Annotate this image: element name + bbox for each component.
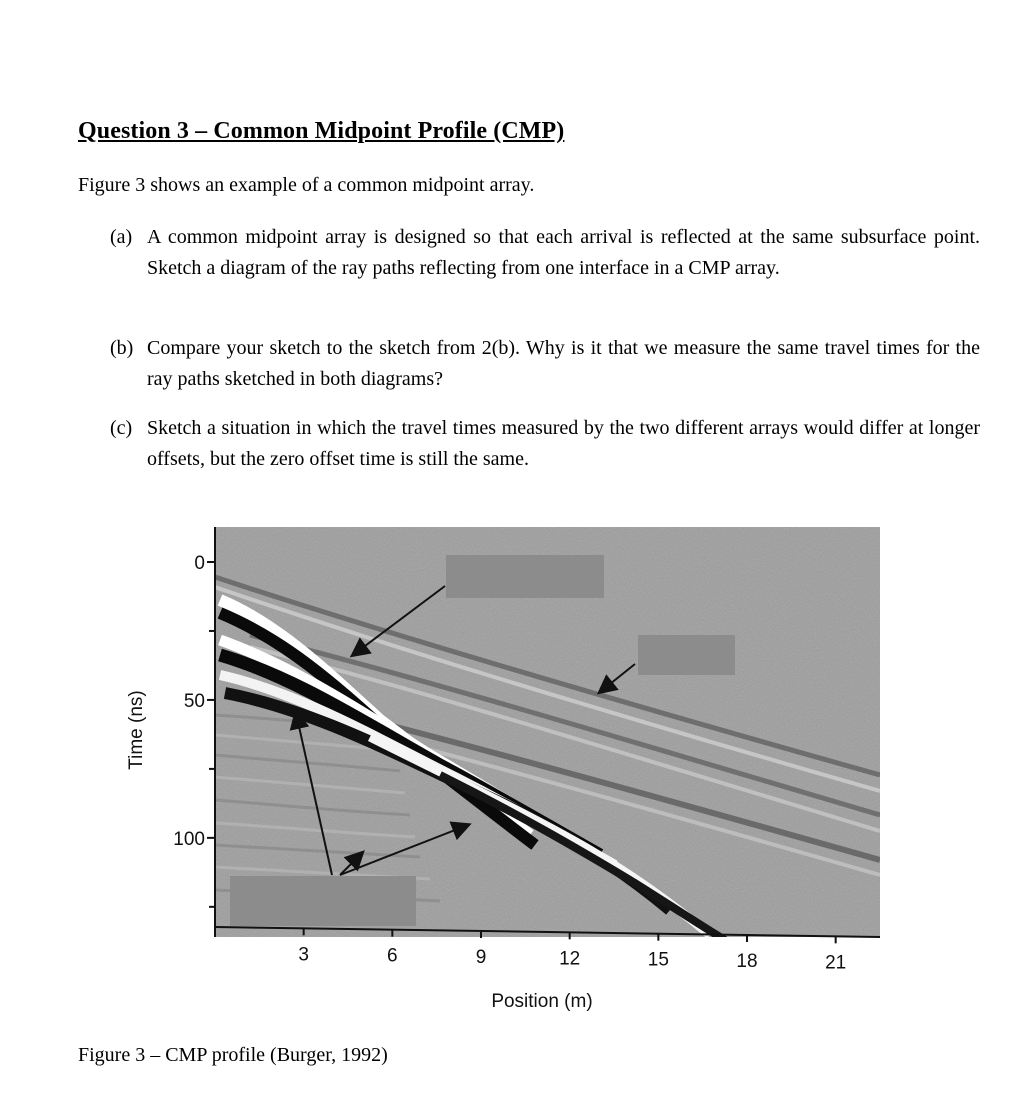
part-text: A common midpoint array is designed so that each arrival is reflected at the same subsurface point. Sketch a diagram of the ray paths reflecting from one interface in a CMP array. bbox=[147, 226, 980, 279]
part-label: (c) bbox=[110, 417, 133, 439]
x-tick-label: 21 bbox=[825, 952, 847, 974]
part-text: Compare your sketch to the sketch from 2(b). Why is it that we measure the same travel times for the ray paths sketched in both diagrams? bbox=[147, 337, 980, 390]
figure-caption: Figure 3 – CMP profile (Burger, 1992) bbox=[78, 1044, 388, 1066]
x-tick-label: 12 bbox=[559, 948, 581, 970]
redacted-label-box bbox=[638, 635, 735, 675]
x-tick-label: 18 bbox=[736, 951, 758, 972]
x-tick-label: 9 bbox=[475, 947, 487, 968]
question-heading: Question 3 – Common Midpoint Profile (CMP) bbox=[78, 118, 565, 144]
x-axis-label: Position (m) bbox=[491, 991, 593, 1012]
x-tick-label: 3 bbox=[298, 944, 309, 966]
y-axis-label: Time (ns) bbox=[126, 690, 147, 770]
y-tick-label: 0 bbox=[194, 553, 205, 574]
question-part-a bbox=[110, 222, 980, 284]
cmp-profile-plot bbox=[110, 515, 900, 1025]
cmp-profile-figure bbox=[110, 515, 900, 1025]
question-part-b bbox=[110, 333, 980, 395]
y-tick-label: 100 bbox=[173, 828, 205, 850]
redacted-label-box bbox=[230, 876, 416, 926]
intro-text: Figure 3 shows an example of a common midpoint array. bbox=[78, 174, 535, 196]
x-tick-label: 6 bbox=[387, 945, 398, 967]
question-part-c bbox=[110, 413, 980, 475]
part-text: Sketch a situation in which the travel times measured by the two different arrays would differ at longer offsets, but the zero offset time is still the same. bbox=[147, 417, 980, 470]
redacted-label-box bbox=[446, 555, 604, 598]
part-label: (b) bbox=[110, 337, 134, 359]
part-label: (a) bbox=[110, 226, 133, 248]
x-tick-label: 15 bbox=[647, 949, 669, 971]
y-tick-label: 50 bbox=[183, 690, 205, 712]
y-axis-ticks bbox=[173, 553, 215, 907]
